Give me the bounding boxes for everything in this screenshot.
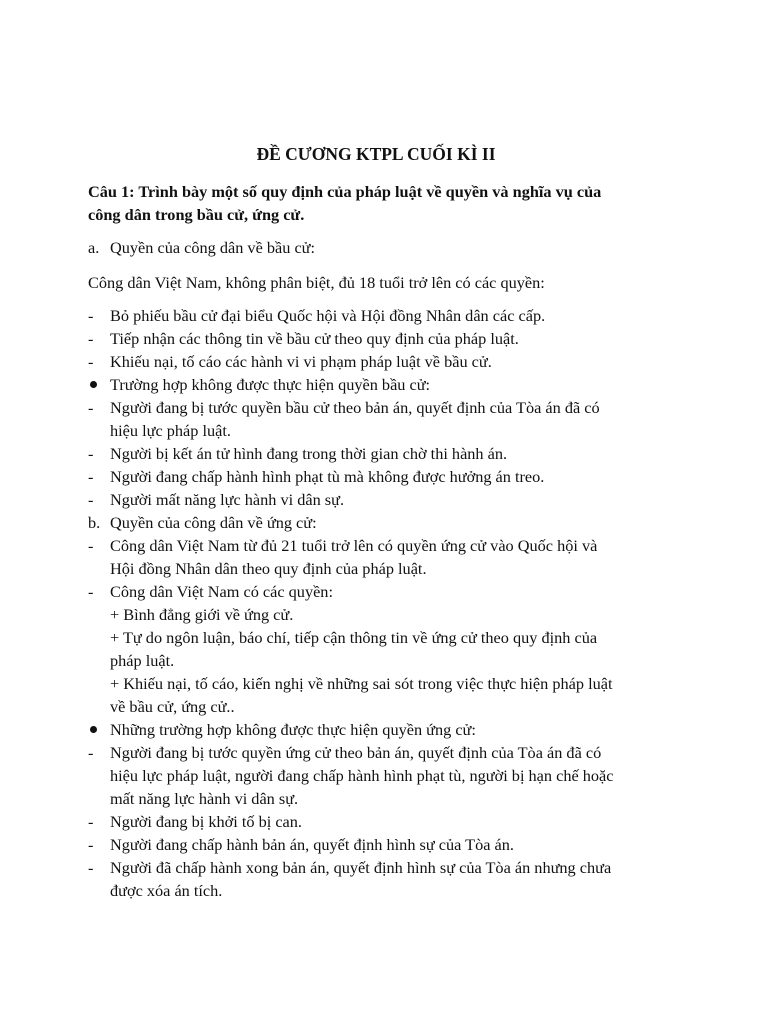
list-item-text: Người đang chấp hành hình phạt tù mà không được hưởng án treo. [110,467,545,486]
sub-item-text: + Khiếu nại, tố cáo, kiến nghị về những sai sót trong việc thực hiện pháp luật [110,674,613,693]
bullet-text: Trường hợp không được thực hiện quyền bầu cử: [110,375,431,394]
list-item-text: Bỏ phiếu bầu cử đại biểu Quốc hội và Hội đồng Nhân dân các cấp. [110,306,546,325]
dash-marker: - [88,398,94,417]
list-item-text: Người đang chấp hành bản án, quyết định hình sự của Tòa án. [110,835,514,854]
dash-marker: - [88,329,94,348]
dash-marker: - [88,582,94,601]
list-item-text: Khiếu nại, tố cáo các hành vi vi phạm pháp luật về bầu cử. [110,352,492,371]
list-item-text: Người đang bị tước quyền ứng cử theo bản án, quyết định của Tòa án đã có [110,743,602,762]
list-item-text: Công dân Việt Nam có các quyền: [110,582,333,601]
document-title: ĐỀ CƯƠNG KTPL CUỐI KÌ II [256,144,496,164]
list-item-text: Người bị kết án tử hình đang trong thời gian chờ thi hành án. [110,444,508,463]
dash-marker: - [88,490,94,509]
list-item-text: Công dân Việt Nam từ đủ 21 tuổi trở lên có quyền ứng cử vào Quốc hội và [110,536,598,555]
list-item-text: Người mất năng lực hành vi dân sự. [110,490,345,509]
dash-marker: - [88,306,94,325]
dash-marker: - [88,467,94,486]
dash-marker: - [88,743,94,762]
question-line: công dân trong bầu cử, ứng cử. [88,205,305,224]
sub-item-text: + Tự do ngôn luận, báo chí, tiếp cận thông tin về ứng cử theo quy định của [110,628,598,647]
bullet-icon [90,726,97,733]
dash-marker: - [88,835,94,854]
sub-item-text: về bầu cử, ứng cử.. [110,697,235,716]
section-heading-text: Quyền của công dân về bầu cử: [110,238,316,257]
section-heading-text: Quyền của công dân về ứng cử: [110,513,317,532]
dash-marker: - [88,444,94,463]
dash-marker: - [88,858,94,877]
list-item-text: Người đang bị tước quyền bầu cử theo bản án, quyết định của Tòa án đã có [110,398,600,417]
list-item-text: Hội đồng Nhân dân theo quy định của pháp luật. [110,559,427,578]
sub-item-text: + Bình đẳng giới về ứng cử. [110,605,294,624]
list-item-text: hiệu lực pháp luật, người đang chấp hành hình phạt tù, người bị hạn chế hoặc [110,766,614,785]
dash-marker: - [88,812,94,831]
dash-marker: - [88,352,94,371]
sub-item-text: pháp luật. [110,651,175,670]
dash-marker: - [88,536,94,555]
list-marker: b. [88,513,101,532]
list-item-text: được xóa án tích. [110,881,223,900]
question-1 [88,180,688,226]
list-marker: a. [88,238,100,257]
list-item-text: Người đang bị khởi tố bị can. [110,812,302,831]
list-item-text: hiệu lực pháp luật. [110,421,231,440]
list-item-text: Tiếp nhận các thông tin về bầu cử theo quy định của pháp luật. [110,329,519,348]
section-a-intro: Công dân Việt Nam, không phân biệt, đủ 18 tuổi trở lên có các quyền: [88,273,545,292]
list-item-text: mất năng lực hành vi dân sự. [110,789,299,808]
bullet-icon [90,381,97,388]
bullet-text: Những trường hợp không được thực hiện quyền ứng cử: [110,720,476,739]
list-item-text: Người đã chấp hành xong bản án, quyết định hình sự của Tòa án nhưng chưa [110,858,612,877]
question-line: Câu 1: Trình bày một số quy định của pháp luật về quyền và nghĩa vụ của [88,182,602,201]
